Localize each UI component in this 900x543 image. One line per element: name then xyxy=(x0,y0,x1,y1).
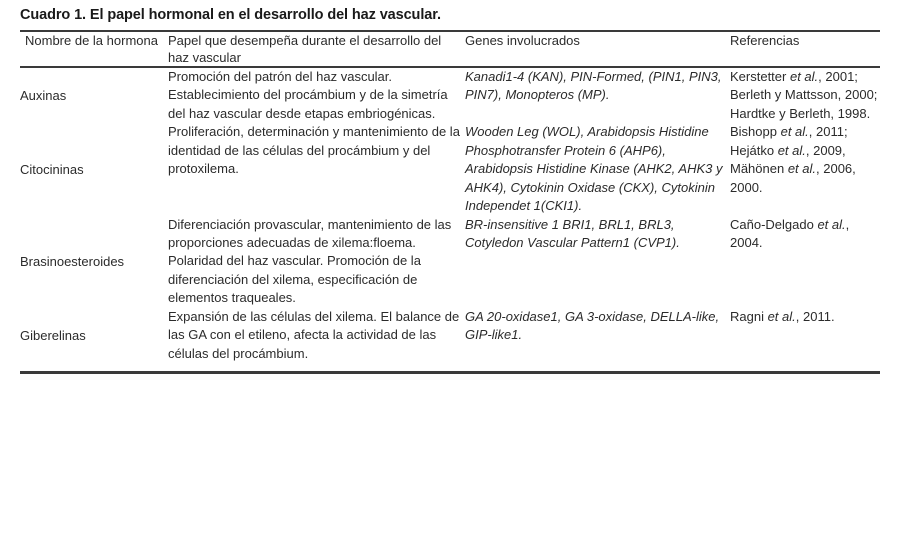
cell-references xyxy=(730,216,880,308)
table-caption: Cuadro 1. El papel hormonal en el desarrollo del haz vascular. xyxy=(20,7,441,23)
reference-text: Caño-Delgado xyxy=(730,216,818,232)
table-row xyxy=(20,308,880,363)
cell-hormone-name: Giberelinas xyxy=(20,327,86,343)
cell-role-description: Proliferación, determinación y mantenimiento de la identidad de las células del procámbium y del protoxilema. xyxy=(168,124,460,177)
reference-etal: et al. xyxy=(777,142,806,158)
column-header-genes: Genes involucrados xyxy=(465,32,580,48)
reference-etal: et al. xyxy=(789,68,819,84)
cell-hormone-name: Citocininas xyxy=(20,161,84,177)
reference-text: , 2011; Hejátko xyxy=(730,124,848,158)
cell-role-description: Promoción del patrón del haz vascular. Establecimiento del procámbium y de la simetría del haz vascular desde etapas embriogénicas. xyxy=(168,68,448,121)
cell-references xyxy=(730,123,880,215)
rule-bottom xyxy=(20,371,880,374)
cell-references xyxy=(730,68,880,123)
table-row xyxy=(20,68,880,123)
reference-etal: et al. xyxy=(780,124,809,140)
column-header-role: Papel que desempeña durante el desarrollo del haz vascular xyxy=(168,32,442,66)
hormone-roles-table xyxy=(20,32,880,66)
cell-role-description: Diferenciación provascular, mantenimiento de las proporciones adecuadas de xilema:floema. Polaridad del haz vascular. Promoción de la diferenciación del xilema, especificación de elementos traqueales. xyxy=(168,216,452,306)
reference-text: , 2006, 2000. xyxy=(730,161,856,195)
column-header-hormone: Nombre de la hormona xyxy=(25,32,158,48)
table-row xyxy=(20,123,880,215)
table-body xyxy=(20,68,880,363)
reference-etal: et al. xyxy=(767,308,796,324)
cell-genes-involved: BR-insensitive 1 BRI1, BRL1, BRL3, Cotyledon Vascular Pattern1 (CVP1). xyxy=(465,216,680,250)
reference-text: Kerstetter xyxy=(730,68,790,84)
cell-hormone-name: Auxinas xyxy=(20,87,67,103)
reference-etal: et al. xyxy=(787,161,817,177)
table-row xyxy=(20,216,880,308)
reference-text: , 2001; Berleth y Mattsson, 2000; Hardtke y Berleth, 1998. xyxy=(730,68,878,121)
cell-role-description: Expansión de las células del xilema. El balance de las GA con el etileno, afecta la actividad de las células del procámbium. xyxy=(168,308,460,361)
cell-genes-involved: Kanadi1-4 (KAN), PIN-Formed, (PIN1, PIN3, PIN7), Monopteros (MP). xyxy=(465,68,722,103)
hormone-roles-body xyxy=(20,68,880,363)
cell-genes-involved: GA 20-oxidase1, GA 3-oxidase, DELLA-like, GIP-like1. xyxy=(465,308,720,343)
cell-references xyxy=(730,308,880,363)
reference-etal: et al. xyxy=(817,216,846,232)
cell-genes-involved: Wooden Leg (WOL), Arabidopsis Histidine Phosphotransfer Protein 6 (AHP6), Arabidopsis Histidine Kinase (AHK2, AHK3 y AHK4), Cytokinin Oxidase (CKX), Cytokinin Independet 1(CKI1). xyxy=(465,124,723,214)
header-row xyxy=(20,32,880,66)
cell-hormone-name: Brasinoesteroides xyxy=(20,253,125,269)
column-header-references: Referencias xyxy=(730,32,800,48)
reference-text: Ragni xyxy=(730,308,768,324)
reference-text: , 2011. xyxy=(795,308,835,324)
reference-text: , 2009, Mähönen xyxy=(730,142,846,177)
table-footer-space xyxy=(20,363,880,371)
reference-text: , 2004. xyxy=(730,216,850,250)
table-header xyxy=(20,32,880,66)
reference-text: Bishopp xyxy=(730,124,781,140)
